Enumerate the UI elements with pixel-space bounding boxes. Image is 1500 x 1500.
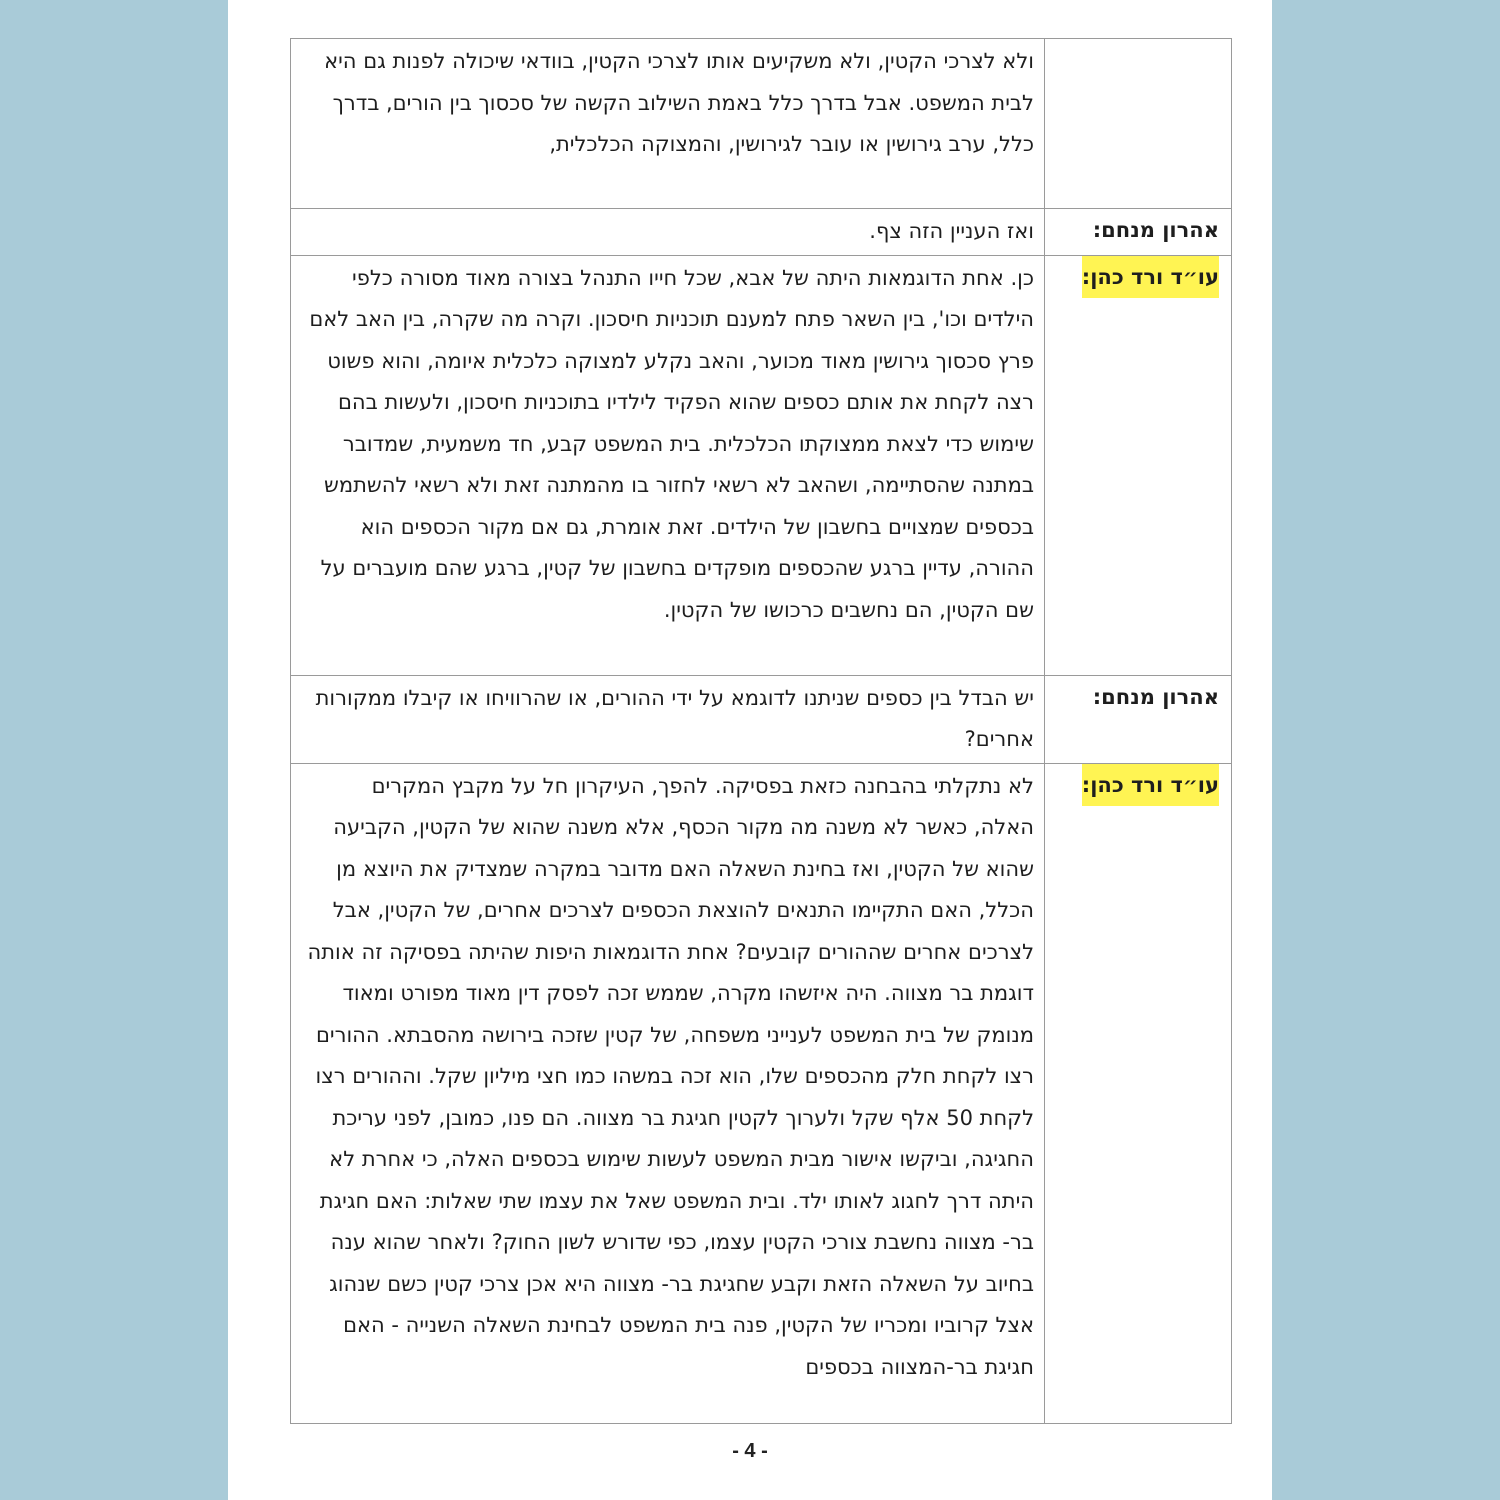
speech-text: כן. אחת הדוגמאות היתה של אבא, שכל חייו התנהל בצורה מאוד מסורה כלפי הילדים וכו', בין השאר פתח למענם תוכניות חיסכון. וקרה מה שקרה, בין האב לאם פרץ סכסוך גירושין מאוד מכוער, והאב נקלע למצוקה כלכלית איומה, והוא פשוט רצה לקחת את אותם כספים שהוא הפקיד לילדיו בתוכניות חיסכון, ולעשות בהם שימוש כדי לצאת ממצוקתו הכלכלית. בית המשפט קבע, חד משמעית, שמדובר במתנה שהסתיימה, ושהאב לא רשאי לחזור בו מהמתנה זאת ולא רשאי להשתמש בכספים שמצויים בחשבון של הילדים. זאת אומרת, גם אם מקור הכספים הוא ההורה, עדיין ברגע שהכספים מופקדים בחשבון של קטין, ברגע שהם מועברים על שם הקטין, הם נחשבים כרכושו של הקטין. xyxy=(309,265,1034,622)
speech-text: יש הבדל בין כספים שניתנו לדוגמא על ידי ההורים, או שהרוויחו או קיבלו ממקורות אחרים? xyxy=(315,685,1034,751)
page-number: - 4 - xyxy=(732,1440,768,1462)
transcript-table xyxy=(290,38,1232,1424)
speaker-name: אהרון מנחם: xyxy=(1092,218,1219,242)
speech-cell xyxy=(291,39,1045,209)
speaker-cell xyxy=(1045,675,1232,763)
speaker-name: עו״ד ורד כהן: xyxy=(1082,764,1219,806)
transcript-row xyxy=(291,39,1232,209)
speech-text: ואז העניין הזה צף. xyxy=(869,219,1034,243)
speech-cell xyxy=(291,763,1045,1423)
transcript-row xyxy=(291,675,1232,763)
speaker-cell xyxy=(1045,763,1232,1423)
speech-cell xyxy=(291,255,1045,675)
speech-text: לא נתקלתי בהבחנה כזאת בפסיקה. להפך, העיקרון חל על מקבץ המקרים האלה, כאשר לא משנה מה מקור הכסף, אלא משנה שהוא של הקטין, הקביעה שהוא של הקטין, ואז בחינת השאלה האם מדובר במקרה שמצדיק את היוצא מן הכלל, האם התקיימו התנאים להוצאת הכספים לצרכים אחרים, של הקטין, אבל לצרכים אחרים שההורים קובעים? אחת הדוגמאות היפות שהיתה בפסיקה זה אותה דוגמת בר מצווה. היה איזשהו מקרה, שממש זכה לפסק דין מאוד מפורט ומאוד מנומק של בית המשפט לענייני משפחה, של קטין שזכה בירושה מהסבתא. ההורים רצו לקחת חלק מהכספים שלו, הוא זכה במשהו כמו חצי מיליון שקל. וההורים רצו לקחת 50 אלף שקל ולערוך לקטין חגיגת בר מצווה. הם פנו, כמובן, לפני עריכת החגיגה, וביקשו אישור מבית המשפט לעשות שימוש בכספים האלה, כי אחרת לא היתה דרך לחגוג לאותו ילד. ובית המשפט שאל את עצמו שתי שאלות: האם חגיגת בר- מצווה נחשבת צורכי הקטין עצמו, כפי שדורש לשון החוק? ולאחר שהוא ענה בחיוב על השאלה הזאת וקבע שחגיגת בר- מצווה היא אכן צרכי קטין כשם שנהוג אצל קרוביו ומכריו של הקטין, פנה בית המשפט לבחינת השאלה השנייה - האם חגיגת בר-המצווה בכספים xyxy=(307,773,1034,1379)
transcript-row xyxy=(291,209,1232,256)
transcript-row xyxy=(291,255,1232,675)
document-page xyxy=(228,0,1272,1500)
speaker-cell xyxy=(1045,255,1232,675)
speaker-name: עו״ד ורד כהן: xyxy=(1082,256,1219,298)
transcript-row xyxy=(291,763,1232,1423)
speech-text: ולא לצרכי הקטין, ולא משקיעים אותו לצרכי הקטין, בוודאי שיכולה לפנות גם היא לבית המשפט. אבל בדרך כלל באמת השילוב הקשה של סכסוך בין הורים, בדרך כלל, ערב גירושין או עובר לגירושין, והמצוקה הכלכלית, xyxy=(324,49,1034,156)
speaker-name: אהרון מנחם: xyxy=(1092,684,1219,709)
speech-cell xyxy=(291,209,1045,256)
speaker-cell xyxy=(1045,39,1232,209)
speech-cell xyxy=(291,675,1045,763)
speaker-cell xyxy=(1045,209,1232,256)
